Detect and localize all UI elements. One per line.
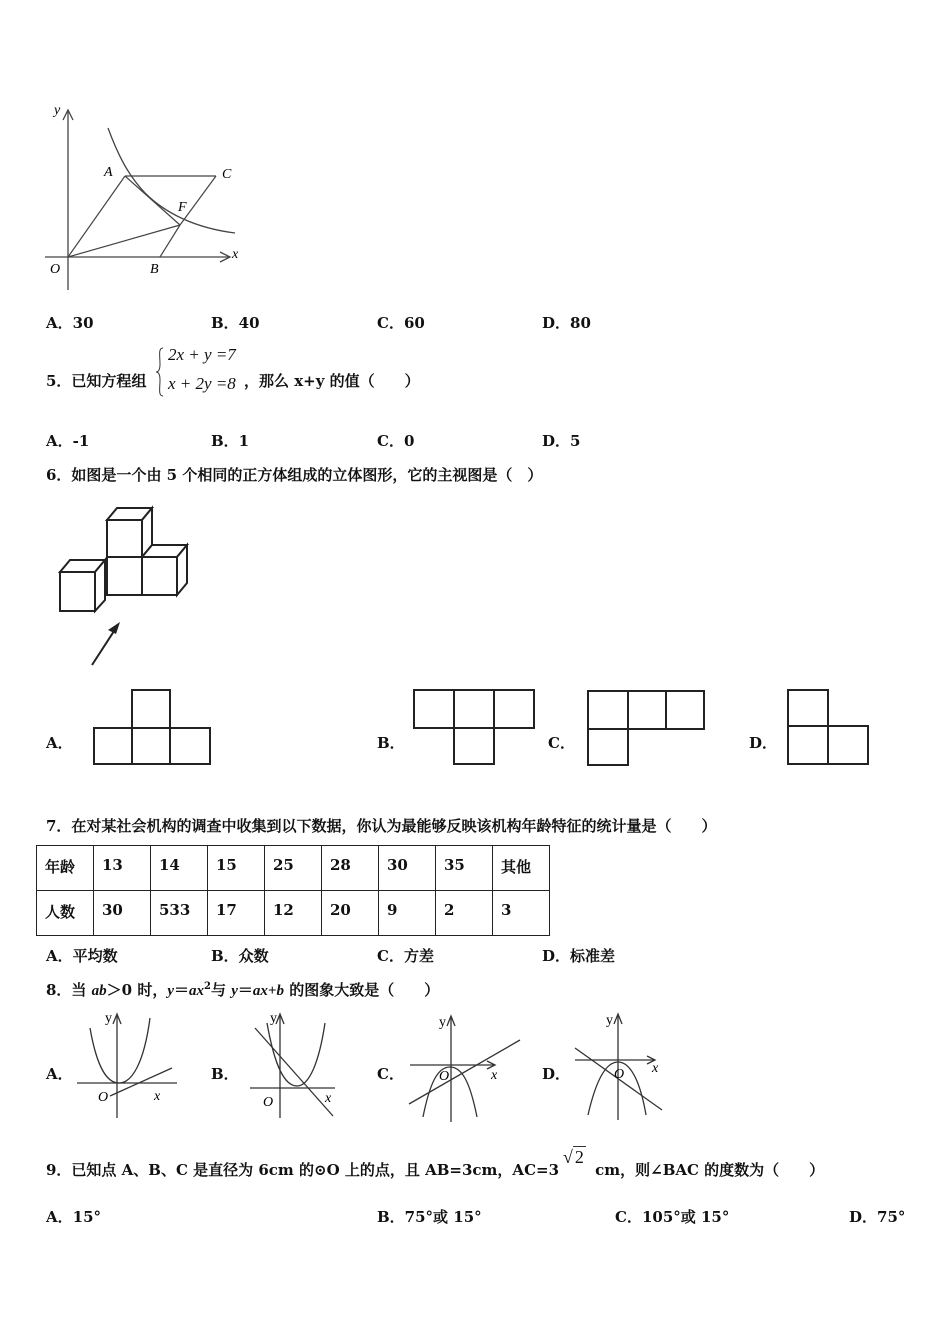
q7-option-d[interactable]: D．标准差 — [542, 947, 616, 965]
q6-question: 6．如图是一个由 5 个相同的正方体组成的立体图形，它的主视图是（ ） — [46, 466, 543, 484]
table-cell: 15 — [208, 846, 265, 891]
q6-option-b-view[interactable] — [412, 688, 538, 768]
q5-suffix: ，那么 x+y 的值（ ） — [244, 372, 420, 390]
q4-option-b[interactable]: B．40 — [211, 314, 260, 332]
q6-option-c-label[interactable]: C． — [548, 734, 575, 752]
q7-option-c[interactable]: C．方差 — [377, 947, 434, 965]
q7-data-table — [36, 845, 550, 936]
svg-text:O: O — [439, 1069, 450, 1084]
q8-option-b-label[interactable]: B． — [211, 1065, 239, 1083]
table-cell: 28 — [322, 846, 379, 891]
q8-option-b-graph[interactable] — [245, 1008, 345, 1123]
table-cell: 13 — [94, 846, 151, 891]
table-cell: 2 — [436, 891, 493, 936]
q5-equation-2: x + 2y =8 — [168, 374, 236, 393]
q9-suffix: cm，则∠BAC 的度数为（ ） — [589, 1161, 825, 1179]
q7-option-b[interactable]: B．众数 — [211, 947, 269, 965]
q8-question — [46, 979, 439, 1000]
q6-option-d-view[interactable] — [786, 688, 872, 768]
sqrt-expression: √ 2 — [563, 1147, 584, 1167]
q9-option-c[interactable]: C．105°或 15° — [615, 1208, 730, 1226]
table-cell: 年龄 — [37, 846, 94, 891]
q8-option-c-graph[interactable] — [405, 1012, 525, 1127]
table-cell: 14 — [151, 846, 208, 891]
svg-text:y: y — [105, 1011, 112, 1026]
q6-cube-figure — [50, 500, 195, 670]
q5-option-d[interactable]: D．5 — [542, 432, 581, 450]
q4-coordinate-figure — [40, 100, 250, 290]
q5-prefix: 5．已知方程组 — [46, 372, 147, 390]
label-x: x — [232, 247, 239, 262]
table-cell: 9 — [379, 891, 436, 936]
svg-text:x: x — [154, 1089, 161, 1104]
table-cell: 533 — [151, 891, 208, 936]
svg-text:y: y — [439, 1015, 446, 1030]
label-c: C — [222, 167, 232, 182]
table-cell: 25 — [265, 846, 322, 891]
q8-y1: y — [167, 983, 175, 999]
q9-text: 9．已知点 A、B、C 是直径为 6cm 的⊙O 上的点，且 AB=3cm，AC=3 — [46, 1161, 560, 1179]
svg-text:O: O — [98, 1090, 109, 1105]
q8-option-a-label[interactable]: A． — [46, 1065, 73, 1083]
q8-y2: y — [231, 983, 238, 999]
table-cell: 30 — [379, 846, 436, 891]
view-arrow — [92, 628, 116, 665]
q8-option-a-graph[interactable] — [72, 1008, 182, 1123]
q8-text-mid: 与 — [211, 981, 232, 999]
q8-eq1: ＝ — [174, 981, 190, 999]
q8-eq2: ＝ — [237, 981, 253, 999]
q9-option-a[interactable]: A．15° — [46, 1208, 102, 1226]
q8-sup: 2 — [204, 981, 211, 992]
svg-text:x: x — [325, 1091, 332, 1106]
q8-ab: ab — [91, 983, 107, 999]
equation-brace — [155, 346, 165, 398]
q9-option-d[interactable]: D．75° — [849, 1208, 906, 1226]
q8-option-c-label[interactable]: C． — [377, 1065, 404, 1083]
table-row-age — [37, 846, 550, 891]
q8-text-post: 的图象大致是（ ） — [283, 981, 440, 999]
q8-text-gt: ＞0 时， — [106, 981, 168, 999]
q4-option-a[interactable]: A．30 — [46, 314, 94, 332]
table-row-count — [37, 891, 550, 936]
svg-text:y: y — [606, 1013, 613, 1028]
table-cell: 12 — [265, 891, 322, 936]
q6-option-d-label[interactable]: D． — [749, 734, 778, 752]
q5-equation-1: 2x + y =7 — [168, 345, 236, 364]
label-f: F — [178, 200, 187, 215]
q4-option-c[interactable]: C．60 — [377, 314, 425, 332]
table-cell: 其他 — [493, 846, 550, 891]
label-o: O — [50, 262, 61, 277]
table-cell: 人数 — [37, 891, 94, 936]
table-cell: 35 — [436, 846, 493, 891]
q8-option-d-graph[interactable] — [570, 1010, 670, 1125]
q8-text-pre: 8．当 — [46, 981, 92, 999]
q6-option-b-label[interactable]: B． — [377, 734, 405, 752]
q6-option-a-label[interactable]: A． — [46, 734, 73, 752]
table-cell: 30 — [94, 891, 151, 936]
label-y: y — [54, 103, 61, 118]
q9-option-b[interactable]: B．75°或 15° — [377, 1208, 482, 1226]
q5-option-b[interactable]: B．1 — [211, 432, 250, 450]
label-b: B — [150, 262, 159, 277]
q8-axb: ax+b — [252, 983, 284, 999]
svg-text:x: x — [491, 1068, 498, 1083]
q4-option-d[interactable]: D．80 — [542, 314, 591, 332]
table-cell: 3 — [493, 891, 550, 936]
q8-option-d-label[interactable]: D． — [542, 1065, 571, 1083]
table-cell: 17 — [208, 891, 265, 936]
table-cell: 20 — [322, 891, 379, 936]
q6-option-a-view[interactable] — [92, 688, 214, 768]
sqrt-radicand: 2 — [574, 1147, 584, 1167]
svg-text:y: y — [270, 1011, 277, 1026]
q8-ax2: ax — [189, 983, 205, 999]
q5-option-c[interactable]: C．0 — [377, 432, 415, 450]
svg-text:x: x — [652, 1061, 659, 1076]
q5-option-a[interactable]: A．-1 — [46, 432, 90, 450]
svg-text:O: O — [263, 1095, 274, 1110]
label-a: A — [104, 165, 113, 180]
q6-option-c-view[interactable] — [586, 689, 710, 769]
q7-question: 7．在对某社会机构的调查中收集到以下数据，你认为最能够反映该机构年龄特征的统计量是（ ） — [46, 817, 717, 835]
q9-question — [46, 1147, 825, 1180]
svg-text:O: O — [614, 1067, 625, 1082]
q7-option-a[interactable]: A．平均数 — [46, 947, 118, 965]
